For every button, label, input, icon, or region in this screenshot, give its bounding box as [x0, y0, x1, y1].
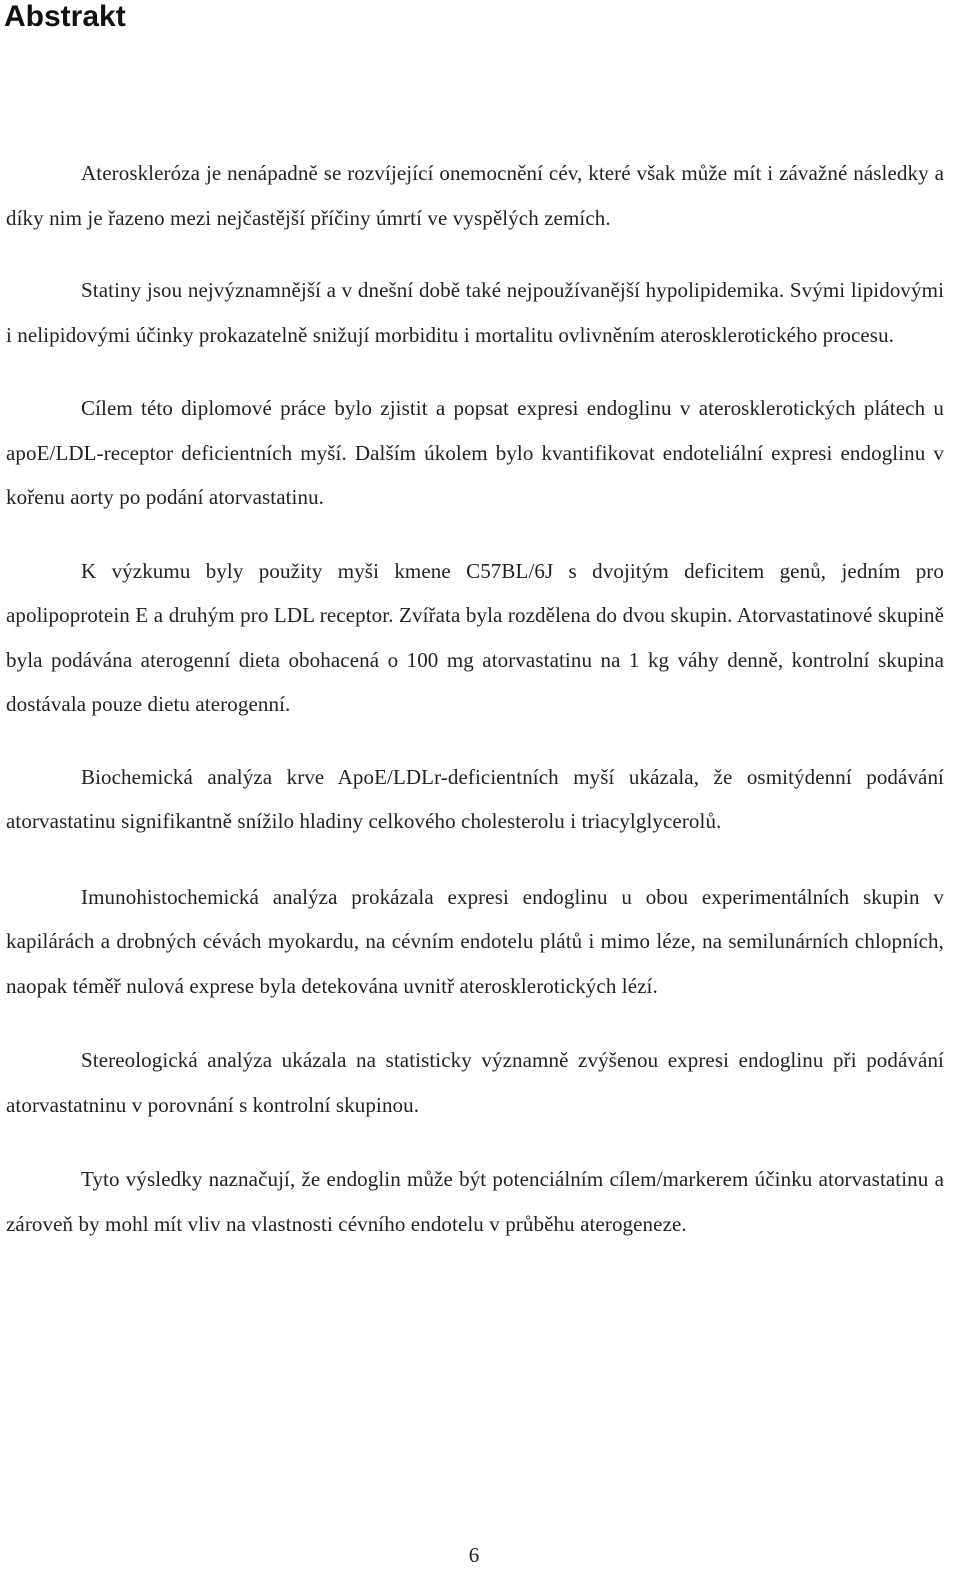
- section-heading: Abstrakt: [4, 0, 126, 33]
- paragraph-methods: K výzkumu byly použity myši kmene C57BL/6J s dvojitým deficitem genů, jedním pro apolipoprotein E a druhým pro LDL receptor. Zvířata byla rozdělena do dvou skupin. Atorvastatinové skupině byla podávána aterogenní dieta obohacená o 100 mg atorvastatinu na 1 kg váhy denně, kontrolní skupina dostávala pouze dietu aterogenní.: [6, 558, 944, 716]
- paragraph-statins: Statiny jsou nejvýznamnější a v dnešní době také nejpoužívanější hypolipidemika. Svými lipidovými i nelipidovými účinky prokazatelně snižují morbiditu i mortalitu ovlivněním aterosklerotického procesu.: [6, 278, 944, 347]
- paragraph-atherosclerosis: Ateroskleróza je nenápadně se rozvíjející onemocnění cév, které však může mít i závažné následky a díky nim je řazeno mezi nejčastější příčiny úmrtí ve vyspělých zemích.: [6, 161, 944, 230]
- paragraph-conclusion: Tyto výsledky naznačují, že endoglin může být potenciálním cílem/markerem účinku atorvastatinu a zároveň by mohl mít vliv na vlastnosti cévního endotelu v průběhu aterogeneze.: [6, 1167, 944, 1236]
- paragraph-immunohistochemistry: Imunohistochemická analýza prokázala expresi endoglinu u obou experimentálních skupin v kapilárách a drobných cévách myokardu, na cévním endotelu plátů i mimo léze, na semilunárních chlopních, naopak téměř nulová exprese byla detekována uvnitř aterosklerotických lézí.: [6, 884, 944, 998]
- abstract-body: [6, 151, 944, 1278]
- paragraph-biochemistry: Biochemická analýza krve ApoE/LDLr-deficientních myší ukázala, že osmitýdenní podávání atorvastatinu signifikantně snížilo hladiny celkového cholesterolu i triacylglycerolů.: [6, 764, 944, 833]
- paragraph-aim: Cílem této diplomové práce bylo zjistit a popsat expresi endoglinu v aterosklerotických plátech u apoE/LDL-receptor deficientních myší. Dalším úkolem bylo kvantifikovat endoteliální expresi endoglinu v kořenu aorty po podání atorvastatinu.: [6, 396, 944, 509]
- page-number: 6: [468, 1543, 480, 1567]
- paragraph-stereology: Stereologická analýza ukázala na statisticky významně zvýšenou expresi endoglinu při podávání atorvastatninu v porovnání s kontrolní skupinou.: [6, 1048, 944, 1117]
